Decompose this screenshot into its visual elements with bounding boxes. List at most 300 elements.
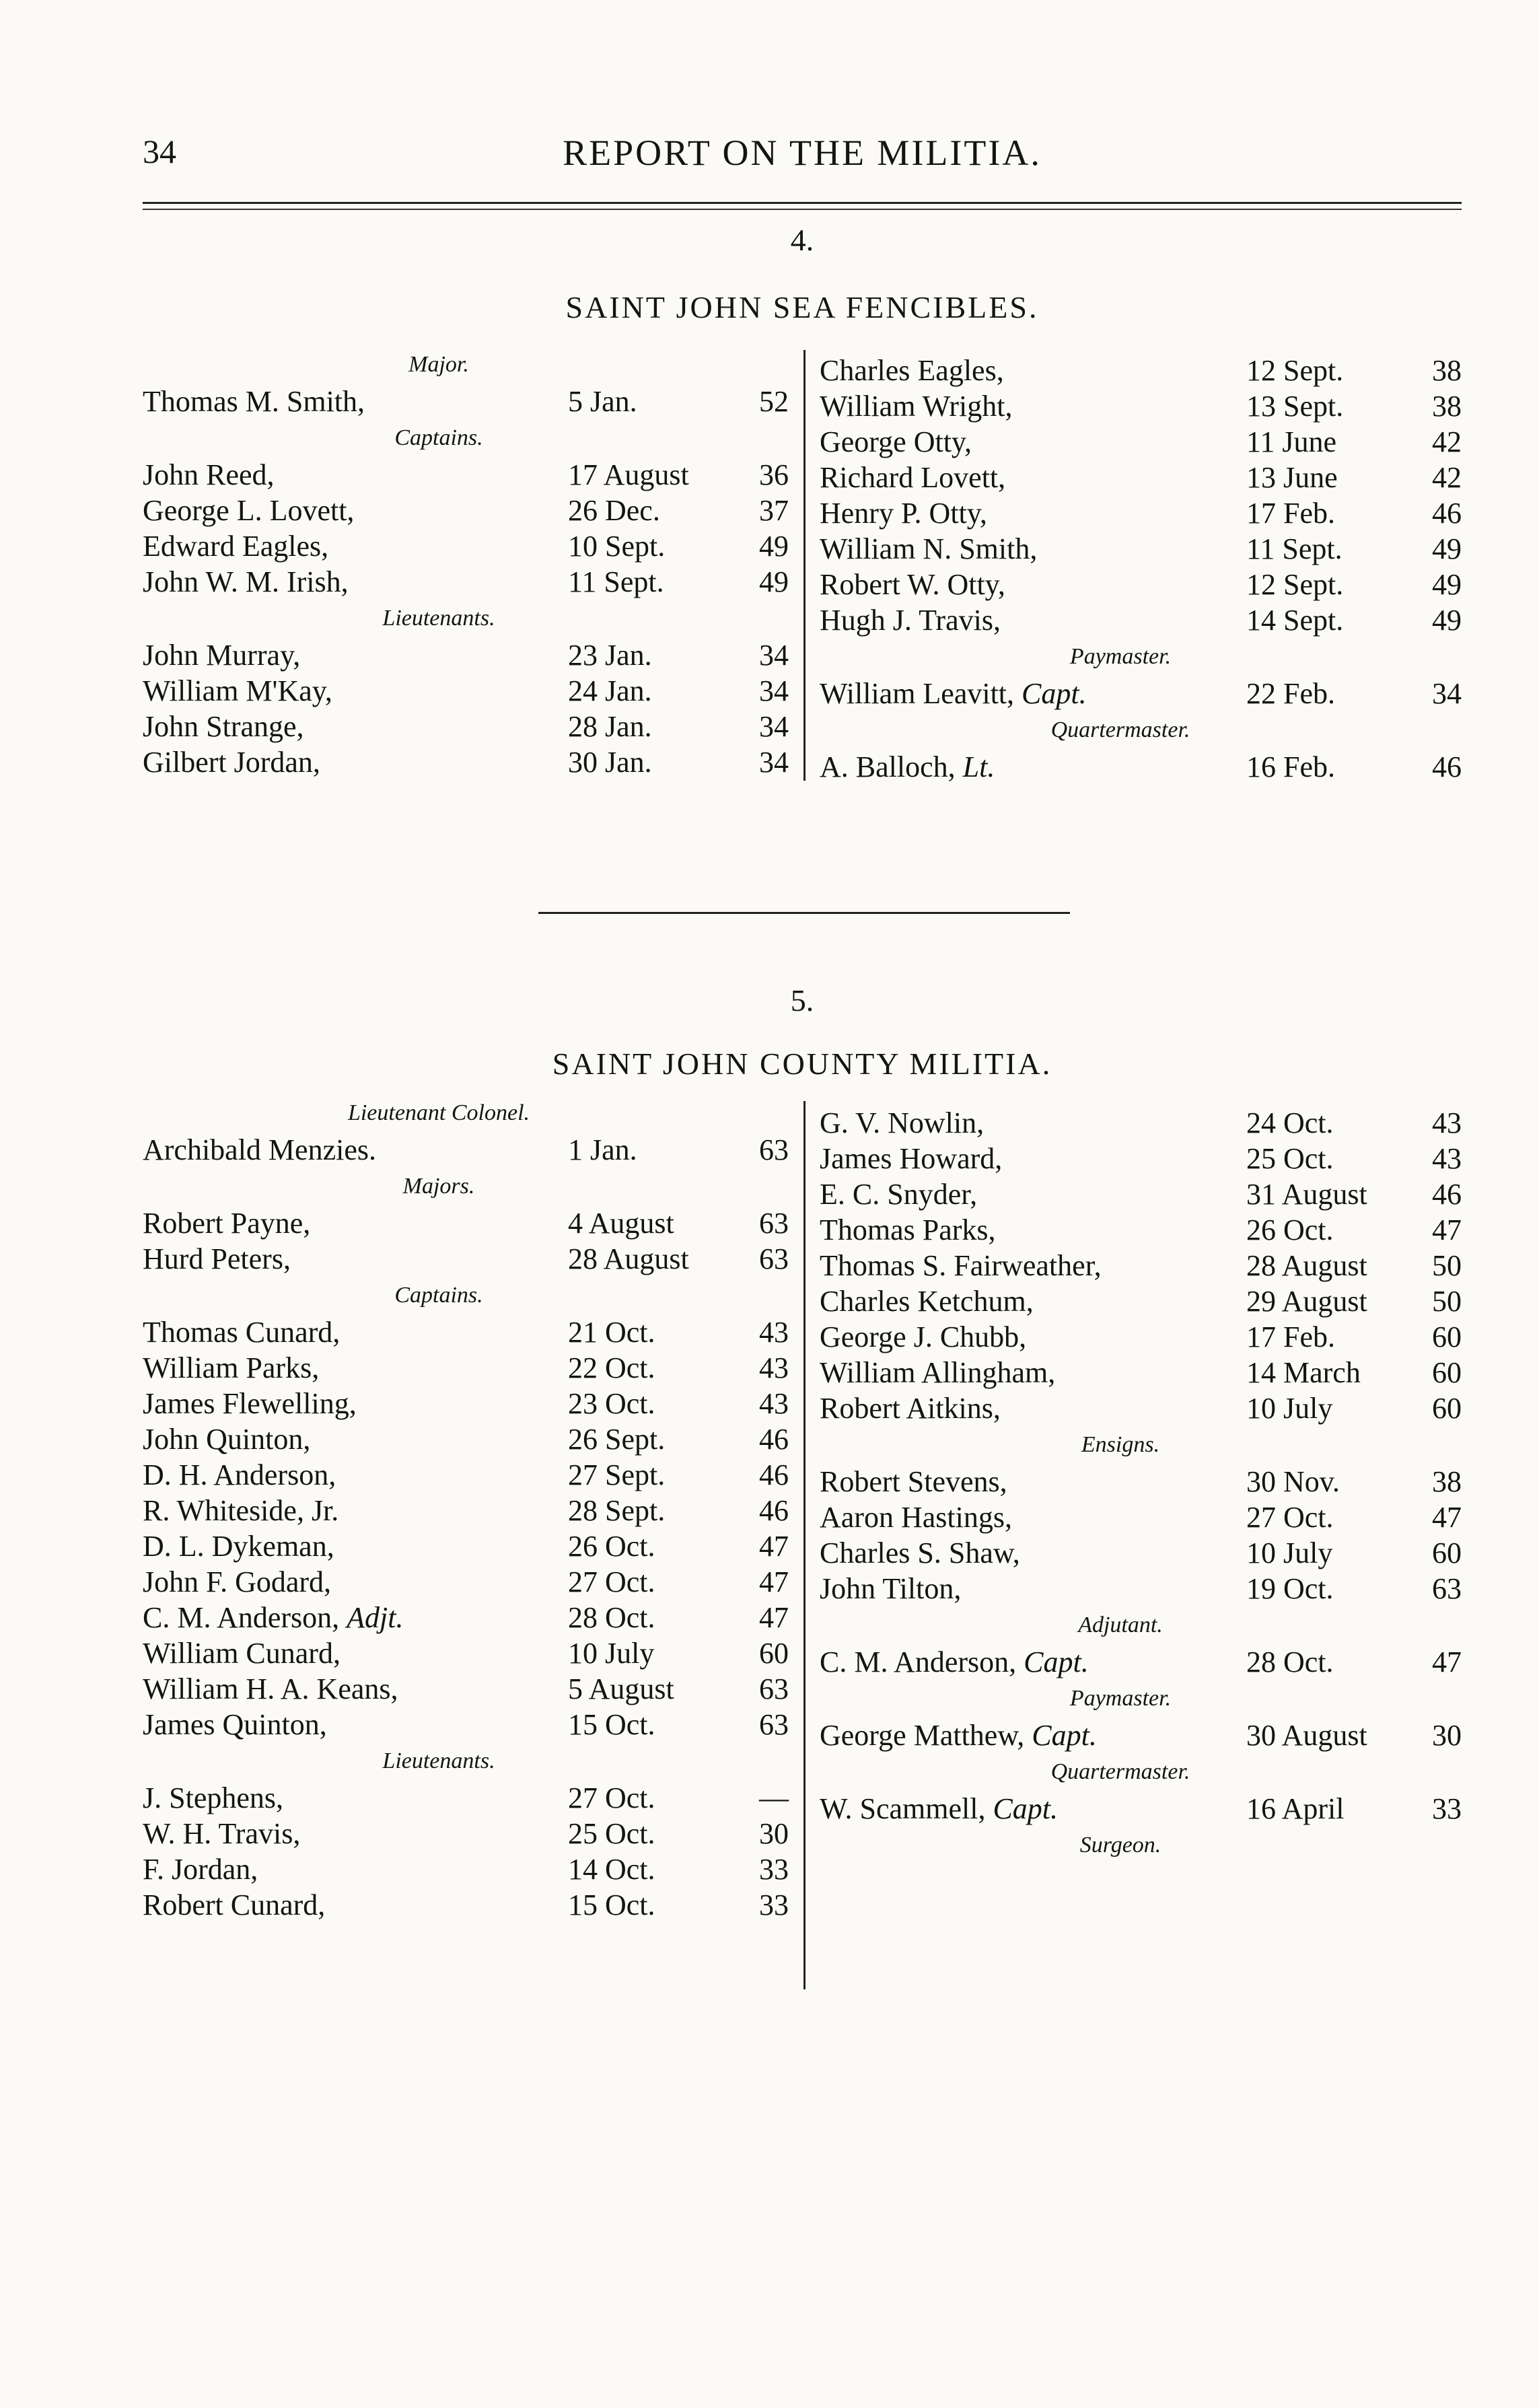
commission-year: 49 [759, 565, 789, 598]
officer-name-cell [143, 1816, 300, 1851]
commission-year: 47 [759, 1565, 789, 1598]
officer-name: Richard Lovett, [820, 461, 1006, 494]
commission-year: 50 [1432, 1285, 1462, 1318]
commission-year: 43 [759, 1387, 789, 1420]
commission-date: 13 Sept. [1246, 390, 1344, 423]
commission-year: 60 [1432, 1536, 1462, 1569]
rank-heading: Lieutenants. [382, 606, 495, 631]
officer-row [820, 531, 1462, 567]
officer-name-cell [820, 749, 995, 785]
officer-name: George Otty, [820, 425, 972, 458]
officer-name: F. Jordan, [143, 1853, 258, 1886]
header-rule-thin [143, 209, 1462, 210]
officer-name: Archibald Menzies. [143, 1133, 376, 1166]
commission-date: 28 Jan. [568, 710, 652, 743]
officer-row [820, 1355, 1462, 1390]
commission-year: 47 [1432, 1501, 1462, 1534]
officer-row [143, 1600, 789, 1635]
commission-year: 49 [759, 530, 789, 563]
officer-name-cell [143, 1421, 310, 1457]
officer-name: Thomas Cunard, [143, 1316, 341, 1349]
officer-name: James Howard, [820, 1142, 1003, 1175]
officer-name: William H. A. Keans, [143, 1672, 398, 1705]
rank-heading: Lieutenants. [382, 1748, 495, 1773]
commission-date: 26 Dec. [568, 494, 660, 527]
commission-year: 33 [759, 1888, 789, 1921]
officer-name-cell [143, 709, 304, 744]
commission-year: 43 [759, 1351, 789, 1384]
officer-row [820, 1535, 1462, 1571]
left-column [143, 346, 789, 780]
commission-year: 49 [1432, 604, 1462, 637]
officer-name-cell [143, 1887, 325, 1923]
commission-year: 60 [1432, 1320, 1462, 1353]
commission-date: 16 Feb. [1246, 750, 1335, 783]
officer-name-cell [820, 1319, 1026, 1355]
commission-date: 10 Sept. [568, 530, 666, 563]
commission-date: 26 Oct. [1246, 1213, 1334, 1246]
officer-row [820, 1571, 1462, 1606]
commission-year: 63 [759, 1133, 789, 1166]
officer-row [143, 1707, 789, 1742]
officer-row [143, 709, 789, 744]
officer-name-cell [143, 1780, 283, 1816]
officer-name-cell [143, 637, 300, 673]
commission-date: 24 Oct. [1246, 1106, 1334, 1139]
commission-date: 25 Oct. [568, 1817, 655, 1850]
officer-name-cell [143, 673, 332, 709]
officer-name-cell [143, 564, 349, 600]
officer-name-cell [820, 495, 987, 531]
officer-row [143, 1132, 789, 1168]
section-title: SAINT JOHN COUNTY MILITIA. [552, 1047, 1052, 1081]
commission-year: 46 [759, 1423, 789, 1456]
commission-date: 30 Jan. [568, 746, 652, 779]
commission-date: 28 Oct. [1246, 1645, 1334, 1678]
commission-year: 50 [1432, 1249, 1462, 1282]
rank-heading: Surgeon. [1079, 1833, 1161, 1857]
commission-year: 38 [1432, 354, 1462, 387]
officer-rank: Capt. [993, 1792, 1059, 1825]
section-number: 4. [790, 223, 814, 257]
officer-name-cell [143, 493, 354, 528]
commission-date: 27 Oct. [1246, 1501, 1334, 1534]
commission-date: 11 Sept. [568, 565, 664, 598]
rank-heading: Majors. [402, 1174, 475, 1199]
officer-row [820, 602, 1462, 638]
officer-name: Hurd Peters, [143, 1242, 291, 1275]
officer-row [143, 1528, 789, 1564]
officer-name-cell [143, 1671, 398, 1707]
commission-year: 43 [1432, 1106, 1462, 1139]
officer-row [143, 637, 789, 673]
commission-date: 12 Sept. [1246, 354, 1344, 387]
commission-year: 47 [1432, 1213, 1462, 1246]
officer-row [143, 1671, 789, 1707]
officer-row [143, 1457, 789, 1493]
commission-date: 4 August [568, 1207, 674, 1240]
officer-name: C. M. Anderson, [820, 1645, 1017, 1678]
officer-name: Robert Stevens, [820, 1465, 1007, 1498]
officer-row [143, 1564, 789, 1600]
commission-date: 30 Nov. [1246, 1465, 1340, 1498]
officer-name: J. Stephens, [143, 1781, 283, 1814]
commission-date: 27 Oct. [568, 1565, 655, 1598]
officer-name: Charles S. Shaw, [820, 1536, 1020, 1569]
officer-name-cell [143, 1707, 327, 1742]
officer-name-cell [820, 602, 1001, 638]
officer-name: William Cunard, [143, 1637, 341, 1670]
officer-name-cell [820, 1718, 1097, 1753]
officer-name-cell [143, 1350, 319, 1386]
officer-name-cell [820, 1644, 1089, 1680]
officer-name: Robert Payne, [143, 1207, 311, 1240]
officer-name-cell [820, 1212, 996, 1248]
officer-name-cell [820, 460, 1005, 495]
officer-row [143, 1205, 789, 1241]
officer-name: D. H. Anderson, [143, 1458, 336, 1491]
rank-heading: Captains. [394, 1283, 483, 1308]
section-divider-rule [538, 912, 1070, 914]
officer-name-cell [143, 1457, 336, 1493]
officer-row [820, 567, 1462, 602]
commission-date: 1 Jan. [568, 1133, 637, 1166]
officer-row [820, 353, 1462, 388]
officer-name: John Tilton, [820, 1572, 962, 1605]
officer-name-cell [820, 1464, 1007, 1499]
officer-name-cell [143, 1635, 341, 1671]
officer-name: Aaron Hastings, [820, 1501, 1012, 1534]
officer-name-cell [143, 744, 320, 780]
officer-row [820, 1644, 1462, 1680]
rank-heading: Adjutant. [1078, 1613, 1163, 1637]
officer-name: G. V. Nowlin, [820, 1106, 985, 1139]
commission-year: 36 [759, 458, 789, 491]
commission-date: 24 Jan. [568, 674, 652, 707]
officer-name: William Allingham, [820, 1356, 1056, 1389]
officer-name: William N. Smith, [820, 532, 1038, 565]
officer-name: William Parks, [143, 1351, 320, 1384]
officer-name: John W. M. Irish, [143, 565, 349, 598]
commission-year: 60 [1432, 1392, 1462, 1425]
commission-year: 34 [759, 674, 789, 707]
officer-name-cell [820, 1248, 1102, 1283]
commission-year: 33 [1432, 1792, 1462, 1825]
officer-name: Robert Aitkins, [820, 1392, 1001, 1425]
officer-name-cell [820, 1535, 1020, 1571]
officer-name: John Murray, [143, 639, 301, 672]
officer-name-cell [820, 1499, 1012, 1535]
officer-name: Thomas Parks, [820, 1213, 996, 1246]
officer-name: Thomas S. Fairweather, [820, 1249, 1102, 1282]
commission-date: 23 Jan. [568, 639, 652, 672]
officer-row [820, 1319, 1462, 1355]
officer-name: W. Scammell, [820, 1792, 986, 1825]
commission-date: 31 August [1246, 1178, 1367, 1211]
commission-date: 10 July [568, 1637, 655, 1670]
commission-date: 26 Oct. [568, 1530, 655, 1563]
commission-date: 13 June [1246, 461, 1338, 494]
commission-date: 30 August [1246, 1719, 1367, 1752]
officer-row [143, 1350, 789, 1386]
officer-name: George L. Lovett, [143, 494, 355, 527]
officer-name-cell [820, 1141, 1002, 1176]
officer-rank: Lt. [962, 750, 995, 783]
officer-name-cell [820, 353, 1004, 388]
officer-name: William M'Kay, [143, 674, 332, 707]
commission-date: 11 Sept. [1246, 532, 1343, 565]
officer-name-cell [143, 1564, 331, 1600]
officer-name: C. M. Anderson, [143, 1601, 340, 1634]
rank-heading: Ensigns. [1081, 1432, 1160, 1457]
rank-heading: Paymaster. [1069, 1686, 1172, 1711]
officer-name: James Quinton, [143, 1708, 327, 1741]
commission-year: 63 [759, 1672, 789, 1705]
commission-date: 15 Oct. [568, 1708, 655, 1741]
officer-name-cell [820, 1176, 977, 1212]
officer-row [820, 676, 1462, 711]
officer-row [820, 1212, 1462, 1248]
commission-date: 10 July [1246, 1536, 1333, 1569]
commission-date: 19 Oct. [1246, 1572, 1334, 1605]
officer-name-cell [143, 384, 365, 419]
commission-date: 29 August [1246, 1285, 1367, 1318]
commission-date: 5 August [568, 1672, 674, 1705]
officer-name-cell [820, 676, 1087, 711]
officer-row [143, 564, 789, 600]
officer-name-cell [820, 1105, 984, 1141]
section-number: 5. [790, 983, 814, 1018]
officer-row [143, 1635, 789, 1671]
officer-name: D. L. Dykeman, [143, 1530, 334, 1563]
officer-row [143, 457, 789, 493]
officer-name-cell [143, 1241, 291, 1277]
officer-row [820, 1464, 1462, 1499]
officer-row [143, 528, 789, 564]
officer-name-cell [143, 1493, 338, 1528]
officer-name: John F. Godard, [143, 1565, 332, 1598]
officer-name: George Matthew, [820, 1719, 1025, 1752]
officer-row [820, 424, 1462, 460]
officer-name-cell [143, 1314, 340, 1350]
officer-name: William Leavitt, [820, 677, 1015, 710]
commission-date: 22 Oct. [568, 1351, 655, 1384]
commission-date: 27 Sept. [568, 1458, 666, 1491]
officer-row [143, 1780, 789, 1816]
commission-year: 46 [759, 1494, 789, 1527]
officer-row [143, 1421, 789, 1457]
page-header [143, 132, 1462, 179]
officer-row [143, 1493, 789, 1528]
commission-year: 63 [759, 1207, 789, 1240]
commission-year: 38 [1432, 390, 1462, 423]
commission-date: 11 June [1246, 425, 1337, 458]
officer-name: George J. Chubb, [820, 1320, 1027, 1353]
commission-year: 38 [1432, 1465, 1462, 1498]
officer-row [143, 744, 789, 780]
rank-heading: Quartermaster. [1050, 1759, 1190, 1784]
commission-date: 28 Oct. [568, 1601, 655, 1634]
commission-year: 46 [1432, 497, 1462, 530]
officer-name: Thomas M. Smith, [143, 385, 365, 418]
commission-year: 52 [759, 385, 789, 418]
officer-name-cell [820, 1355, 1055, 1390]
commission-year: 46 [1432, 1178, 1462, 1211]
rank-heading: Quartermaster. [1050, 717, 1190, 742]
commission-date: 23 Oct. [568, 1387, 655, 1420]
officer-row [820, 1390, 1462, 1426]
commission-year: 43 [1432, 1142, 1462, 1175]
officer-name: John Reed, [143, 458, 275, 491]
commission-date: 14 Sept. [1246, 604, 1344, 637]
officer-row [820, 1248, 1462, 1283]
commission-date: 17 Feb. [1246, 497, 1335, 530]
officer-name: Charles Eagles, [820, 354, 1004, 387]
commission-date: 22 Feb. [1246, 677, 1335, 710]
commission-year: 46 [759, 1458, 789, 1491]
officer-row [820, 495, 1462, 531]
officer-row [820, 1141, 1462, 1176]
commission-year: 49 [1432, 532, 1462, 565]
officer-row [820, 1283, 1462, 1319]
right-column [820, 353, 1462, 785]
officer-name-cell [820, 1283, 1034, 1319]
officer-name-cell [143, 1528, 334, 1564]
commission-date: 14 Oct. [568, 1853, 655, 1886]
commission-year: 34 [759, 746, 789, 779]
officer-name: Charles Ketchum, [820, 1285, 1034, 1318]
officer-name: James Flewelling, [143, 1387, 357, 1420]
officer-name-cell [143, 1851, 258, 1887]
officer-rank: Capt. [1032, 1719, 1097, 1752]
officer-row [820, 749, 1462, 785]
rank-heading: Lieutenant Colonel. [347, 1100, 530, 1125]
officer-name: E. C. Snyder, [820, 1178, 978, 1211]
commission-year: 63 [1432, 1572, 1462, 1605]
commission-year: 34 [759, 710, 789, 743]
officer-name: Edward Eagles, [143, 530, 329, 563]
commission-date: 26 Sept. [568, 1423, 666, 1456]
officer-name-cell [143, 1132, 376, 1168]
officer-row [820, 1499, 1462, 1535]
commission-year: 47 [759, 1601, 789, 1634]
officer-row [143, 1816, 789, 1851]
officer-row [820, 388, 1462, 424]
commission-year: — [759, 1781, 789, 1814]
officer-rank: Capt. [1022, 677, 1087, 710]
commission-date: 28 August [568, 1242, 689, 1275]
page-title: REPORT ON THE MILITIA. [563, 133, 1042, 173]
commission-date: 28 Sept. [568, 1494, 666, 1527]
officer-name: Robert Cunard, [143, 1888, 326, 1921]
commission-year: 60 [759, 1637, 789, 1670]
commission-date: 12 Sept. [1246, 568, 1344, 601]
commission-year: 49 [1432, 568, 1462, 601]
rank-heading: Captains. [394, 425, 483, 450]
officer-row [143, 1241, 789, 1277]
commission-date: 10 July [1246, 1392, 1333, 1425]
officer-name-cell [143, 1600, 403, 1635]
officer-name-cell [143, 528, 328, 564]
commission-date: 25 Oct. [1246, 1142, 1334, 1175]
officer-name: Hugh J. Travis, [820, 604, 1001, 637]
officer-row [820, 1105, 1462, 1141]
officer-name: William Wright, [820, 390, 1013, 423]
officer-name: John Quinton, [143, 1423, 311, 1456]
officer-row [820, 1791, 1462, 1827]
commission-year: 42 [1432, 461, 1462, 494]
commission-year: 33 [759, 1853, 789, 1886]
officer-row [143, 493, 789, 528]
officer-name-cell [820, 1791, 1058, 1827]
officer-name-cell [143, 1205, 310, 1241]
commission-date: 16 April [1246, 1792, 1345, 1825]
commission-date: 17 August [568, 458, 689, 491]
commission-date: 27 Oct. [568, 1781, 655, 1814]
officer-name-cell [820, 531, 1037, 567]
commission-date: 15 Oct. [568, 1888, 655, 1921]
officer-name-cell [820, 424, 972, 460]
officer-name: Henry P. Otty, [820, 497, 987, 530]
rank-heading: Major. [408, 352, 469, 377]
left-column [143, 1094, 789, 1923]
commission-year: 43 [759, 1316, 789, 1349]
page-number: 34 [143, 133, 176, 170]
commission-year: 63 [759, 1242, 789, 1275]
commission-date: 17 Feb. [1246, 1320, 1335, 1353]
column-divider [803, 350, 806, 781]
commission-year: 46 [1432, 750, 1462, 783]
commission-year: 60 [1432, 1356, 1462, 1389]
officer-row [143, 1851, 789, 1887]
header-rule [143, 202, 1462, 204]
officer-name: Robert W. Otty, [820, 568, 1005, 601]
officer-name-cell [143, 1386, 357, 1421]
officer-name: W. H. Travis, [143, 1817, 301, 1850]
officer-row [143, 673, 789, 709]
officer-name-cell [820, 1571, 961, 1606]
rank-heading: Paymaster. [1069, 644, 1172, 669]
commission-date: 14 March [1246, 1356, 1361, 1389]
commission-year: 30 [759, 1817, 789, 1850]
officer-name-cell [820, 388, 1013, 424]
officer-row [820, 460, 1462, 495]
right-column [820, 1105, 1462, 1864]
officer-row [143, 1386, 789, 1421]
commission-date: 5 Jan. [568, 385, 637, 418]
officer-name-cell [820, 1390, 1001, 1426]
officer-row [820, 1718, 1462, 1753]
officer-rank: Capt. [1024, 1645, 1089, 1678]
officer-name-cell [143, 457, 275, 493]
commission-date: 21 Oct. [568, 1316, 655, 1349]
commission-year: 47 [759, 1530, 789, 1563]
officer-row [143, 1314, 789, 1350]
officer-name: John Strange, [143, 710, 304, 743]
officer-rank: Adjt. [347, 1601, 404, 1634]
commission-year: 34 [759, 639, 789, 672]
section-title: SAINT JOHN SEA FENCIBLES. [565, 290, 1039, 324]
officer-name: A. Balloch, [820, 750, 956, 783]
officer-name: Gilbert Jordan, [143, 746, 320, 779]
commission-year: 34 [1432, 677, 1462, 710]
commission-year: 30 [1432, 1719, 1462, 1752]
officer-row [820, 1176, 1462, 1212]
commission-year: 63 [759, 1708, 789, 1741]
commission-date: 28 August [1246, 1249, 1367, 1282]
commission-year: 47 [1432, 1645, 1462, 1678]
officer-row [143, 1887, 789, 1923]
